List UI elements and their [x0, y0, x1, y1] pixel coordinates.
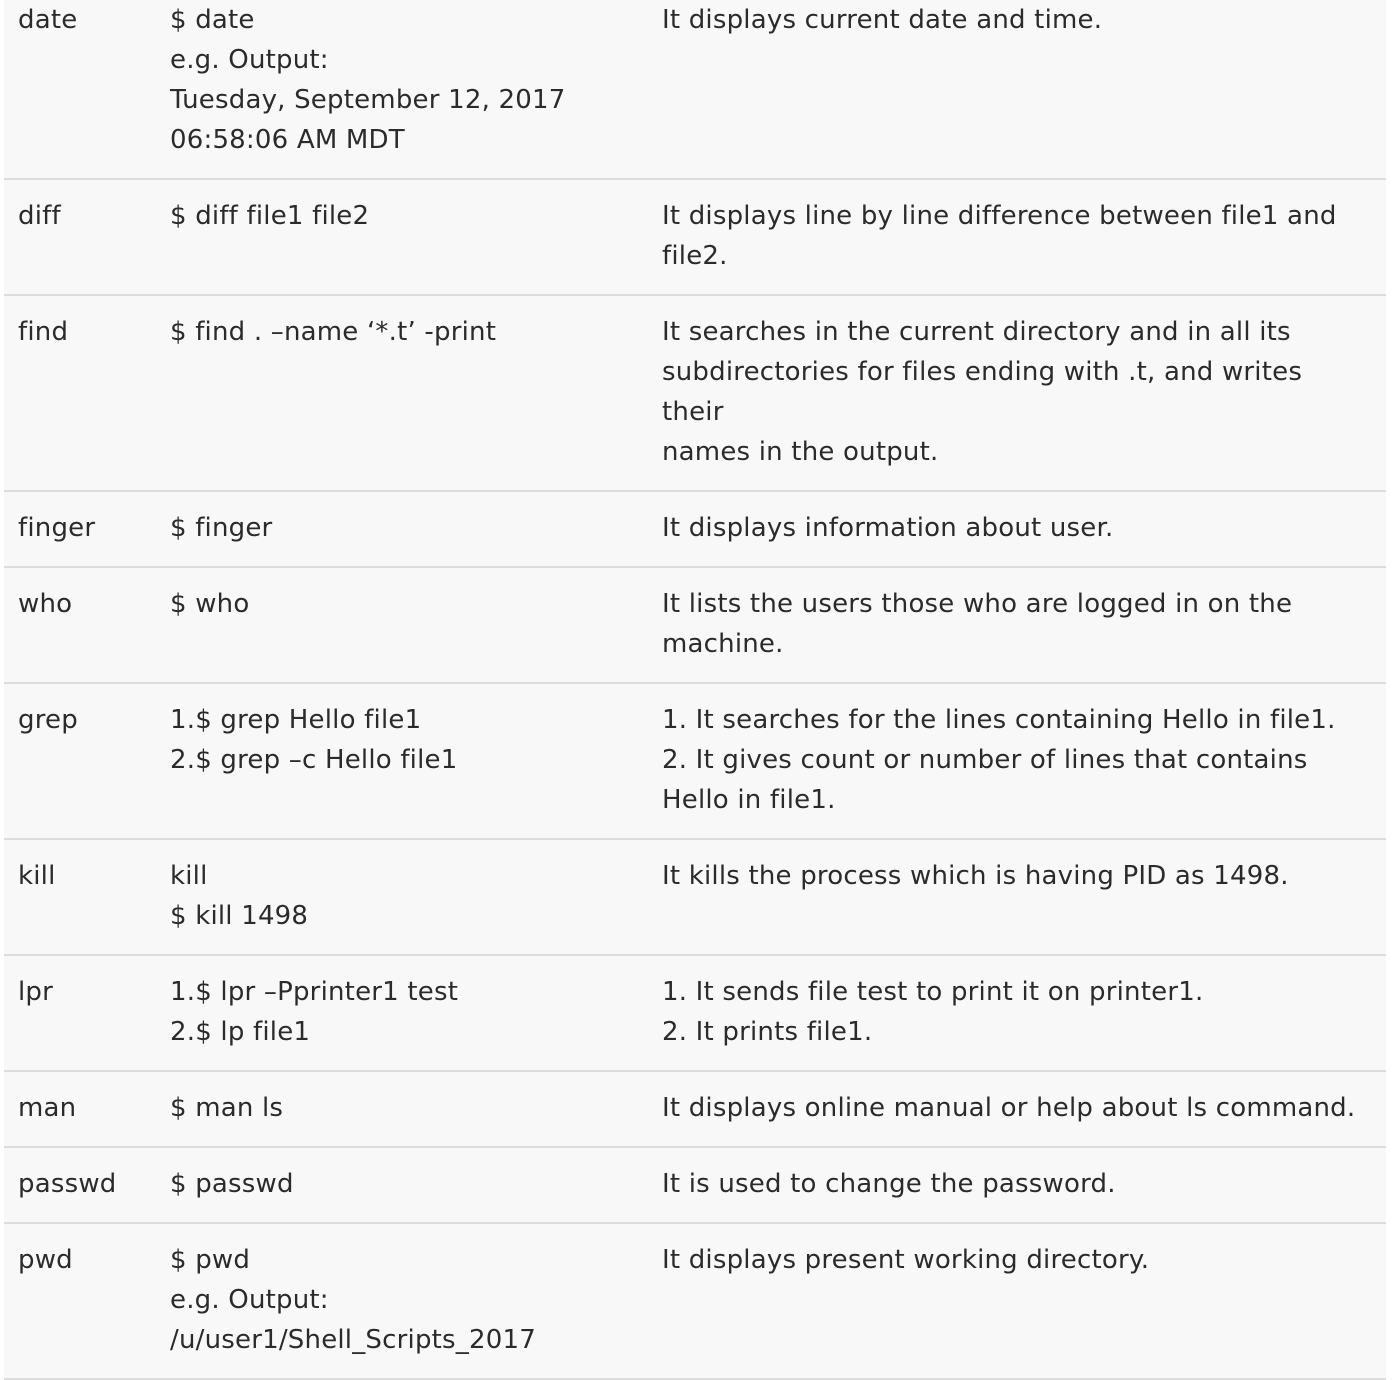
command-name: find — [18, 317, 69, 347]
example-line: $ kill 1498 — [170, 901, 309, 931]
description-line: It displays line by line difference between file1 and file2. — [662, 201, 1337, 271]
commands-table — [4, 0, 1386, 1380]
example-line: e.g. Output: — [170, 1285, 329, 1315]
table-row — [4, 492, 1386, 568]
command-description — [662, 568, 1386, 664]
command-example — [170, 296, 662, 472]
command-name: lpr — [18, 977, 54, 1007]
description-line: names in the output. — [662, 437, 939, 467]
example-line: $ pwd — [170, 1245, 251, 1275]
example-line: $ passwd — [170, 1169, 294, 1199]
example-line: e.g. Output: — [170, 45, 329, 75]
command-name: kill — [18, 861, 56, 891]
table-row — [4, 0, 1386, 180]
table-row — [4, 956, 1386, 1072]
example-line: 1.$ grep Hello file1 — [170, 705, 422, 735]
command-example — [170, 1224, 662, 1360]
command-description — [662, 296, 1386, 472]
command-example — [170, 568, 662, 664]
command-example — [170, 1148, 662, 1204]
description-line: It displays current date and time. — [662, 5, 1103, 35]
description-line: It lists the users those who are logged in on the machine. — [662, 589, 1293, 659]
command-description — [662, 956, 1386, 1052]
example-line: 1.$ lpr –Pprinter1 test — [170, 977, 459, 1007]
command-description — [662, 684, 1386, 820]
command-example — [170, 684, 662, 820]
command-name: man — [18, 1093, 77, 1123]
example-line: Tuesday, September 12, 2017 — [170, 85, 566, 115]
example-line: /u/user1/Shell_Scripts_2017 — [170, 1325, 536, 1355]
example-line: $ man ls — [170, 1093, 284, 1123]
example-line: 06:58:06 AM MDT — [170, 125, 405, 155]
table-row — [4, 296, 1386, 492]
description-line: It displays present working directory. — [662, 1245, 1150, 1275]
example-line: $ find . –name ‘*.t’ -print — [170, 317, 497, 347]
command-name: who — [18, 589, 73, 619]
command-description — [662, 492, 1386, 548]
command-example — [170, 956, 662, 1052]
command-name: diff — [18, 201, 61, 231]
command-description — [662, 1072, 1386, 1128]
command-name: grep — [18, 705, 78, 735]
table-row — [4, 180, 1386, 296]
command-name: passwd — [18, 1169, 117, 1199]
description-line: It displays information about user. — [662, 513, 1114, 543]
table-row — [4, 568, 1386, 684]
command-description — [662, 1148, 1386, 1204]
command-example — [170, 0, 662, 160]
table-row — [4, 1224, 1386, 1380]
command-name: date — [18, 5, 78, 35]
command-description — [662, 0, 1386, 160]
example-line: $ diff file1 file2 — [170, 201, 370, 231]
description-line: 2. It prints file1. — [662, 1017, 873, 1047]
description-line: It searches in the current directory and in all its subdirectories for files ending with .t, and writes their — [662, 317, 1303, 427]
description-line: 2. It gives count or number of lines that contains Hello in file1. — [662, 745, 1308, 815]
command-name: finger — [18, 513, 96, 543]
description-line: It kills the process which is having PID as 1498. — [662, 861, 1289, 891]
description-line: 1. It sends file test to print it on printer1. — [662, 977, 1204, 1007]
command-example — [170, 1072, 662, 1128]
command-description — [662, 840, 1386, 936]
table-row — [4, 684, 1386, 840]
command-description — [662, 180, 1386, 276]
command-example — [170, 492, 662, 548]
table-row — [4, 840, 1386, 956]
description-line: 1. It searches for the lines containing Hello in file1. — [662, 705, 1336, 735]
description-line: It displays online manual or help about ls command. — [662, 1093, 1356, 1123]
description-line: It is used to change the password. — [662, 1169, 1116, 1199]
example-line: 2.$ grep –c Hello file1 — [170, 745, 458, 775]
example-line: $ who — [170, 589, 250, 619]
example-line: kill — [170, 861, 208, 891]
example-line: $ date — [170, 5, 255, 35]
example-line: $ finger — [170, 513, 273, 543]
command-description — [662, 1224, 1386, 1360]
command-example — [170, 840, 662, 936]
command-name: pwd — [18, 1245, 73, 1275]
example-line: 2.$ lp file1 — [170, 1017, 311, 1047]
table-row — [4, 1072, 1386, 1148]
table-row — [4, 1148, 1386, 1224]
command-example — [170, 180, 662, 276]
